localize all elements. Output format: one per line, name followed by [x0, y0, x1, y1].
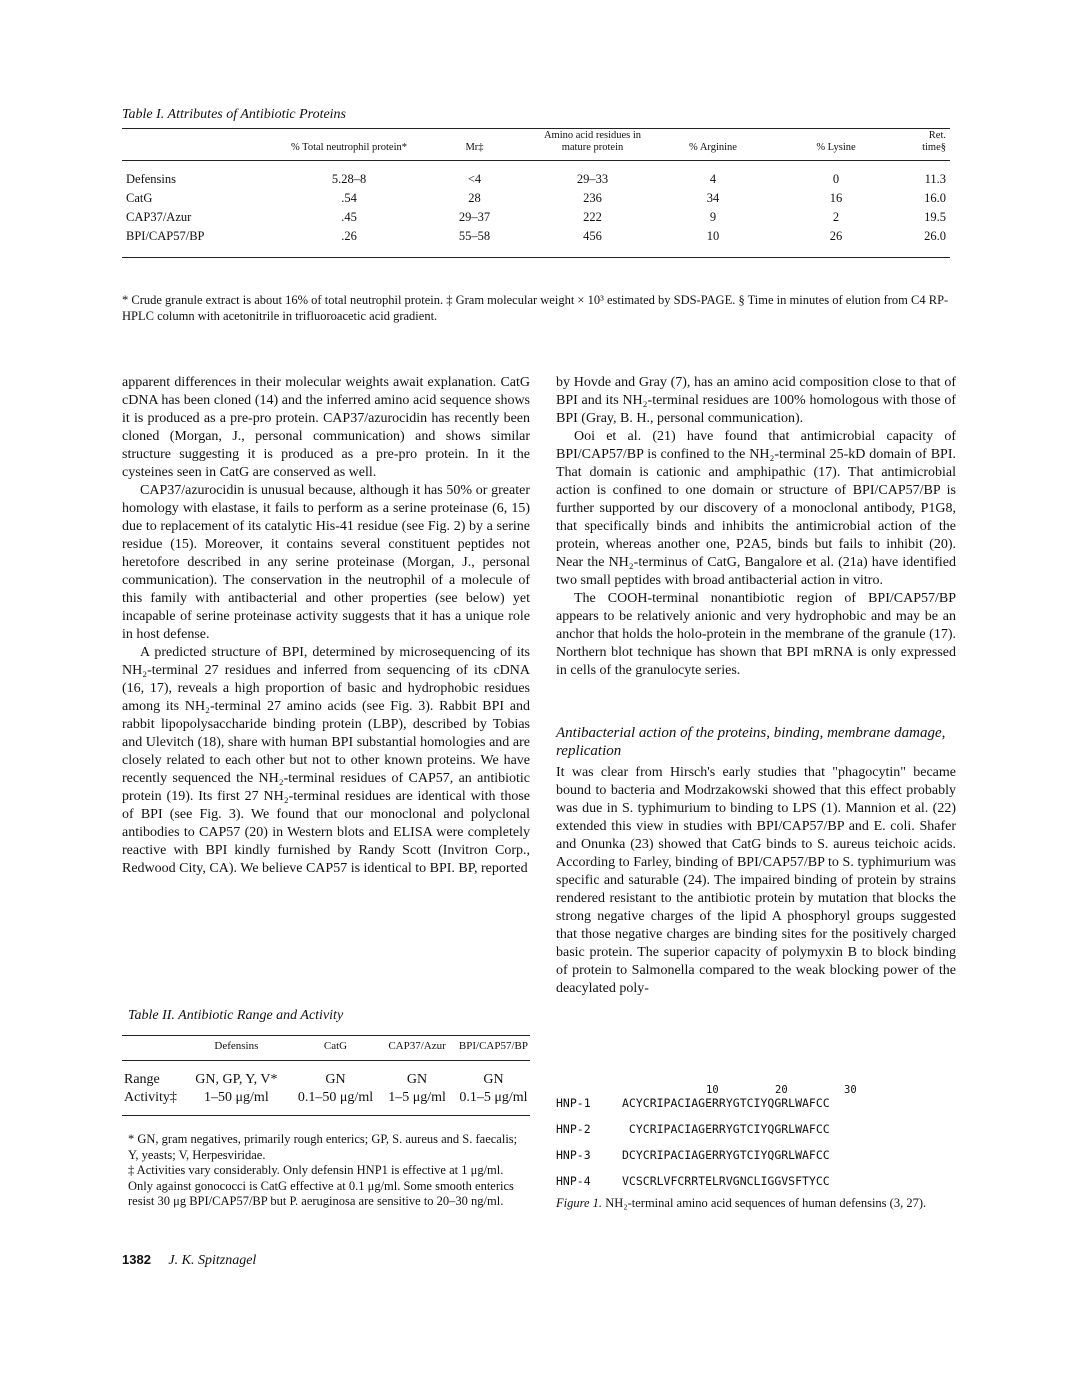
figure1-caption-text: NH₂-terminal amino acid sequences of human defensins (3, 27).: [605, 1196, 927, 1210]
table2-header: BPI/CAP57/BP: [457, 1036, 530, 1061]
sequence-text: VCSCRLVFCRRTELRVGNCLIGGVSFTYCC: [622, 1174, 830, 1188]
ruler-tick: 30: [844, 1084, 857, 1096]
table-row: [122, 161, 950, 190]
table1-header: % Total neutrophil protein*: [280, 130, 418, 161]
table2-header: CAP37/Azur: [377, 1036, 457, 1061]
ruler-tick: 20: [775, 1084, 788, 1096]
table1-header: [122, 130, 280, 161]
right-column-top: [556, 374, 956, 680]
table-row: [122, 189, 950, 208]
table1-header: Mr‡: [418, 130, 531, 161]
table-row: [122, 1089, 530, 1116]
table-cell: BPI/CAP57/BP: [122, 227, 280, 258]
table-cell: GN: [483, 1072, 504, 1087]
paragraph: apparent differences in their molecular weights await explanation. CatG cDNA has been cloned (14) and the inferred amino acid sequence shows it is produced as a pre-pro protein. CAP37/azurocidin has recently been cloned (Morgan, J., personal communication) and shows similar structure suggesting it is produced as a pre-pro protein. In it the cysteines seen in CatG are conserved as well.: [122, 375, 530, 480]
table-cell: .54: [341, 191, 357, 206]
table-cell: Activity‡: [122, 1089, 179, 1116]
table2-header: CatG: [294, 1036, 377, 1061]
table-cell: 16.0: [924, 191, 946, 206]
paragraph: It was clear from Hirsch's early studies that "phagocytin" became bound to bacteria and Modrzakowski showed that this effect probably was due in S. typhimurium to binding to LPS (1). Mannion et al. (22) extended this view in studies with BPI/CAP57/BP and E. coli. Shafer and Onunka (23) showed that CatG binds to S. aureus teichoic acids. According to Farley, binding of BPI/CAP57/BP to S. typhimurium was specific and saturable (24). The impaired binding of protein by strains rendered resistant to the antibiotic protein by mutation that blocks the strong negative charges of the lipid A phosphoryl groups suggested that those negative charges are binding sites for the positively charged basic protein. The superior capacity of polymyxin B to block binding of protein to Salmonella compared to the weak blocking power of the deacylated poly-: [556, 765, 956, 996]
table-cell: 0: [832, 172, 840, 187]
table-cell: 19.5: [924, 210, 946, 225]
table-cell: 29–37: [458, 210, 491, 225]
table2-footnotes: [128, 1132, 528, 1210]
table1-footnote: [122, 293, 950, 324]
table1-footnote-text: * Crude granule extract is about 16% of total neutrophil protein. ‡ Gram molecular weight × 10³ estimated by SDS-PAGE. § Time in minutes of elution from C4 RP-HPLC column with acetonitrile in trifluoroacetic acid gradient.: [122, 293, 949, 323]
sequence-id: HNP-1: [556, 1096, 591, 1110]
table2-header: [122, 1036, 179, 1061]
table-cell: 29–33: [576, 172, 609, 187]
paragraph: by Hovde and Gray (7), has an amino acid composition close to that of BPI and its NH₂-terminal residues are 100% homologous with those of BPI (Gray, B. H., personal communication).: [556, 375, 956, 426]
table2-footnote: ‡ Activities vary considerably. Only defensin HNP1 is effective at 1 μg/ml. Only against gonococci is CatG effective at 0.1 μg/ml. Some smooth enterics resist 30 μg BPI/CAP57/BP but P. aeruginosa are sensitive to 20–30 ng/ml.: [128, 1163, 514, 1208]
table-row: [122, 1061, 530, 1090]
table1-header: % Arginine: [654, 130, 772, 161]
sequence-text: DCYCRIPACIAGERRYGTCIYQGRLWAFCC: [622, 1148, 830, 1162]
table-cell: GN, GP, Y, V*: [195, 1072, 278, 1087]
sequence-id: HNP-3: [556, 1148, 591, 1162]
table-cell: Range: [124, 1072, 160, 1087]
sequence-row: [556, 1174, 830, 1188]
page-footer: [122, 1252, 256, 1269]
table2: [122, 1035, 530, 1116]
sequence-row: [556, 1148, 830, 1162]
table-cell: GN: [406, 1072, 428, 1087]
section-heading: Antibacterial action of the proteins, binding, membrane damage, replication: [556, 725, 946, 759]
table-cell: 28: [468, 191, 481, 206]
table-cell: 9: [709, 210, 717, 225]
sequence-text: CYCRIPACIAGERRYGTCIYQGRLWAFCC: [622, 1122, 830, 1136]
table1-top-rule: [122, 128, 950, 129]
table-cell: 1–5 μg/ml: [377, 1089, 457, 1116]
table2-caption: Table II. Antibiotic Range and Activity: [128, 1008, 344, 1023]
page-number: 1382: [122, 1252, 151, 1267]
sequence-id: HNP-4: [556, 1174, 591, 1188]
sequence-text: ACYCRIPACIAGERRYGTCIYQGRLWAFCC: [622, 1096, 830, 1110]
table-cell: 456: [531, 227, 654, 258]
table-cell: GN: [325, 1072, 346, 1087]
left-column: [122, 374, 530, 878]
table-cell: 26.0: [900, 227, 950, 258]
table-row: [122, 208, 950, 227]
table-cell: 4: [709, 172, 717, 187]
table1-caption: Table I. Attributes of Antibiotic Proteins: [122, 107, 347, 122]
table-cell: 2: [832, 210, 840, 225]
table-cell: Defensins: [126, 172, 176, 187]
running-author: J. K. Spitznagel: [168, 1253, 257, 1268]
table-cell: 10: [654, 227, 772, 258]
paragraph: CAP37/azurocidin is unusual because, although it has 50% or greater homology with elastase, it fails to perform as a serine proteinase (6, 15) due to replacement of its catalytic His-41 residue (see Fig. 2) by a serine residue (15). Moreover, it contains several constituent peptides not heretofore described in any serine proteinase (Morgan, J., personal communication). The conservation in the neutrophil of a molecule of this family with antibacterial and other properties (see below) yet incapable of serine proteinase activity suggests that it has a unique role in host defense.: [122, 483, 530, 642]
table-cell: 0.1–5 μg/ml: [457, 1089, 530, 1116]
paragraph: Ooi et al. (21) have found that antimicrobial capacity of BPI/CAP57/BP is confined to the NH₂-terminal 25-kD domain of BPI. That domain is cationic and amphipathic (17). That antimicrobial action is confined to one domain or structure of BPI/CAP57/BP is further supported by our discovery of a monoclonal antibody, P1G8, that specifically binds and inhibits the antimicrobial action of the protein, whereas another one, P2A5, binds but fails to inhibit (20). Near the NH₂-terminus of CatG, Bangalore et al. (21a) have identified two small peptides with broad antibacterial action in vitro.: [556, 429, 956, 588]
table-row: [122, 227, 950, 258]
table-cell: <4: [467, 172, 482, 187]
table-cell: 16: [829, 191, 843, 206]
table-cell: 55–58: [418, 227, 531, 258]
sequence-id: HNP-2: [556, 1122, 591, 1136]
table-cell: .45: [341, 210, 357, 225]
table-cell: 34: [706, 191, 720, 206]
ruler-tick: 10: [706, 1084, 719, 1096]
table1-header: % Lysine: [772, 130, 900, 161]
table-cell: CatG: [126, 191, 153, 206]
figure1-caption: [556, 1196, 956, 1212]
right-column-bottom: [556, 764, 956, 998]
table-cell: 0.1–50 μg/ml: [294, 1089, 377, 1116]
table-cell: 11.3: [924, 172, 946, 187]
sequence-row: [556, 1122, 830, 1136]
sequence-row: [556, 1096, 830, 1110]
table-cell: 1–50 μg/ml: [179, 1089, 294, 1116]
table-cell: 5.28–8: [331, 172, 367, 187]
paragraph: A predicted structure of BPI, determined by microsequencing of its NH₂-terminal 27 residues and inferred from sequencing of its cDNA (16, 17), reveals a high proportion of basic and hydrophobic residues among its NH₂-terminal 27 amino acids (see Fig. 3). Rabbit BPI and rabbit lipopolysaccharide binding protein (LBP), described by Tobias and Ulevitch (18), share with human BPI substantial homologies and are closely related to each other but not to other known proteins. We have recently sequenced the NH₂-terminal residues of CAP57, an antibiotic protein (19). Its first 27 NH₂-terminal residues are identical with those of BPI (see Fig. 3). We found that our monoclonal and polyclonal antibodies to CAP57 (20) in Western blots and ELISA were completely reactive with BPI kindly furnished by Randy Scott (Invitron Corp., Redwood City, CA). We believe CAP57 is identical to BPI. BP, reported: [122, 645, 530, 876]
table1: [122, 130, 950, 258]
table1-header: Ret. time§: [900, 130, 950, 161]
table1-header: Amino acid residues in mature protein: [531, 130, 654, 161]
paragraph: The COOH-terminal nonantibiotic region of BPI/CAP57/BP appears to be relatively anionic and very hydrophobic and may be an anchor that holds the holo-protein in the membrane of the granule (17). Northern blot technique has shown that BPI mRNA is only expressed in cells of the granulocyte series.: [556, 591, 956, 678]
table2-header: Defensins: [179, 1036, 294, 1061]
figure1-label: Figure 1.: [556, 1196, 603, 1210]
table-cell: CAP37/Azur: [126, 210, 192, 225]
table-cell: 222: [583, 210, 602, 225]
table-cell: .26: [280, 227, 418, 258]
table-cell: 26: [772, 227, 900, 258]
table2-footnote: * GN, gram negatives, primarily rough enterics; GP, S. aureus and S. faecalis; Y, yeasts; V, Herpesviridae.: [128, 1132, 518, 1162]
table-cell: 236: [583, 191, 602, 206]
